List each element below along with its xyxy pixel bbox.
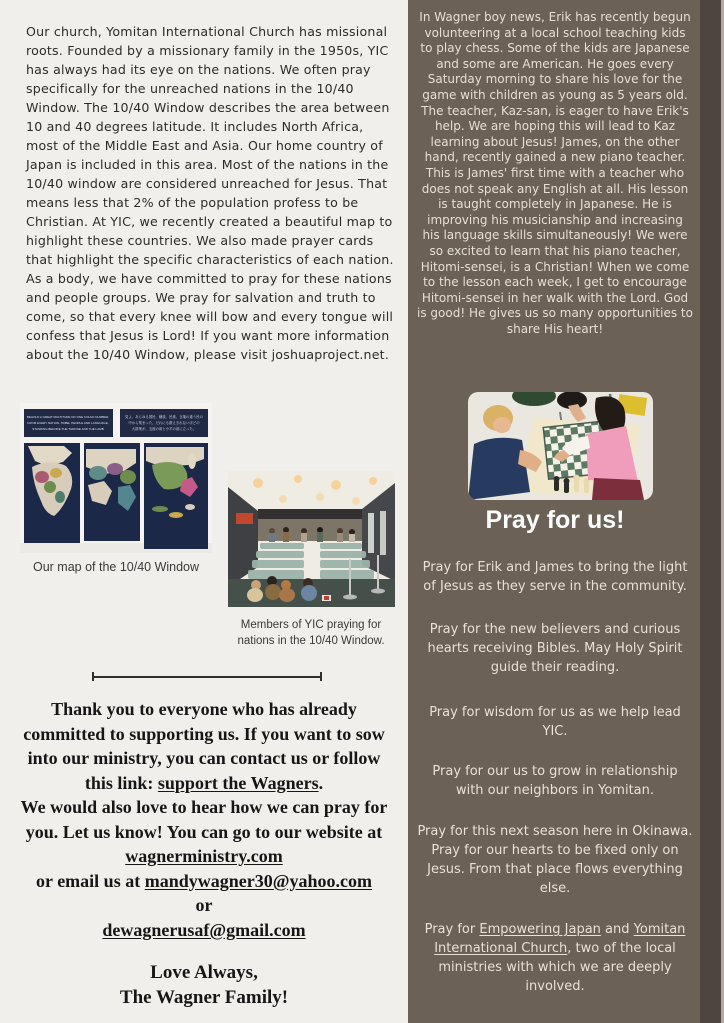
wagner-boy-news-paragraph: In Wagner boy news, Erik has recently begun volunteering at a local school teaching kids to play chess. Some of the kids are Japanese and some are American. He goes every Saturday morning to share his love for the game with children as young as 5 years old. The teacher, Kaz-san, is eager to have Erik's help. We are hoping this will lead to Kaz learning about Jesus! James, on the other hand, recently gained a new piano teacher. This is James' first time with a teacher who does not speak any English at all. His lesson is taught completely in Japanese. He is improving his musicianship and increasing his language skills simultaneously! We were so excited to learn that his piano teacher, Hitomi-sensei, is a Christian! When we come to the lesson each week, I get to encourage Hitomi-sensei in her walk with the Lord. God is good! He gives us so many opportunities to share His heart! [417,10,693,336]
yahoo-email-link[interactable]: mandywagner30@yahoo.com [144,870,372,891]
chess-photo-illustration [468,392,653,500]
church-intro-paragraph: Our church, Yomitan International Church has missional roots. Founded by a missionary family in the 1950s, YIC has always had its eye on the nations. We often pray specifically for the unreached nations in the 10/40 Window. The 10/40 Window describes the area between 10 and 40 degrees latitude. It includes North Africa, most of the Middle East and Asia. Our home country of Japan is included in this area. Most of the nations in the 10/40 window are considered unreached for Jesus. That means less that 2% of the population profess to be Christian. At YIC, we recently created a beautiful map to highlight these countries. We also made prayer cards that highlight the specific characteristics of each nation. As a body, we have committed to pray for these nations and people groups. We pray for salvation and truth to come, so that every knee will bow and every tongue will confess that Jesus is Lord! If you want more information about the 10/40 Window, please visit joshuaproject.net. [26,24,394,362]
signature: Love Always, The Wagner Family! [119,962,289,1008]
pray-for-us-heading: Pray for us! [485,506,625,534]
right-column [408,0,724,1023]
map-panel-asia [144,443,208,549]
map-photo-illustration [20,403,212,553]
svg-text:大群衆が、玉座の前と小羊の前に立った。: 大群衆が、玉座の前と小羊の前に立った。 [131,427,197,431]
svg-text:FROM EVERY NATION, TRIBE, PEOP: FROM EVERY NATION, TRIBE, PEOPLE AND LANGUAGE, [27,421,109,425]
svg-text:STANDING BEFORE THE THRONE AND: STANDING BEFORE THE THRONE AND THE LAMB [32,427,104,431]
map-panel-mideast [84,443,140,541]
chess-photo [468,392,653,500]
svg-text:BEHOLD A GREAT MULTITUDE NO ON: BEHOLD A GREAT MULTITUDE NO ONE COULD NUMBER, [26,415,110,419]
church-photo-illustration [228,471,395,607]
prayer-request: Pray for wisdom for us as we help lead YIC. [429,705,681,739]
yomitan-church-link[interactable]: Yomitan International Church [434,922,686,956]
empowering-japan-link[interactable]: Empowering Japan [479,922,601,937]
support-message: Thank you to everyone who has already committed to supporting us. If you want to sow into our ministry, you can contact us or follow this link: support the Wagners. We would also love to hear how we can pray for you. Let us know! You can go to our website at wagnerministry.com or email us at mandywagner30@yahoo.com or dewagnerusaf@gmail.com [20,699,388,940]
prayer-request: Pray for our us to grow in relationship with our neighbors in Yomitan. [432,764,678,798]
gmail-email-link[interactable]: dewagnerusaf@gmail.com [102,919,306,940]
church-prayer-photo [228,471,395,607]
prayer-request: Pray for this next season here in Okinawa. Pray for our hearts to be fixed only on Jesus. From that place flows everything else. [417,824,693,896]
support-the-wagners-link[interactable]: support the Wagners [157,772,319,793]
projection-screen [236,513,253,524]
page-edge-shadow [700,0,721,1023]
svg-text:中から集まった、だれにも数えきれないほどの: 中から集まった、だれにも数えきれないほどの [128,421,200,425]
map-panel-africa [24,443,80,543]
map-caption: Our map of the 10/40 Window [32,560,200,574]
back-wall-band [258,509,362,519]
prayer-request: Pray for Erik and James to bring the light of Jesus as they serve in the community. [422,560,688,594]
wagnerministry-link[interactable]: wagnerministry.com [125,846,283,866]
map-photo [20,403,212,553]
map-plaque-english [24,409,113,437]
map-plaque-japanese [120,409,208,437]
svg-text:見よ、あらゆる国民、種族、民族、言葉の違う民の: 見よ、あらゆる国民、種族、民族、言葉の違う民の [125,415,203,419]
church-photo-caption: Members of YIC praying for nations in the 10/40 Window. [237,619,385,647]
prayer-request-ministries: Pray for Empowering Japan and Yomitan International Church, two of the local ministries with which we are deeply involved. [424,922,686,994]
prayer-request: Pray for the new believers and curious hearts receiving Bibles. May Holy Spirit guide their reading. [427,622,683,675]
section-divider [92,672,322,681]
